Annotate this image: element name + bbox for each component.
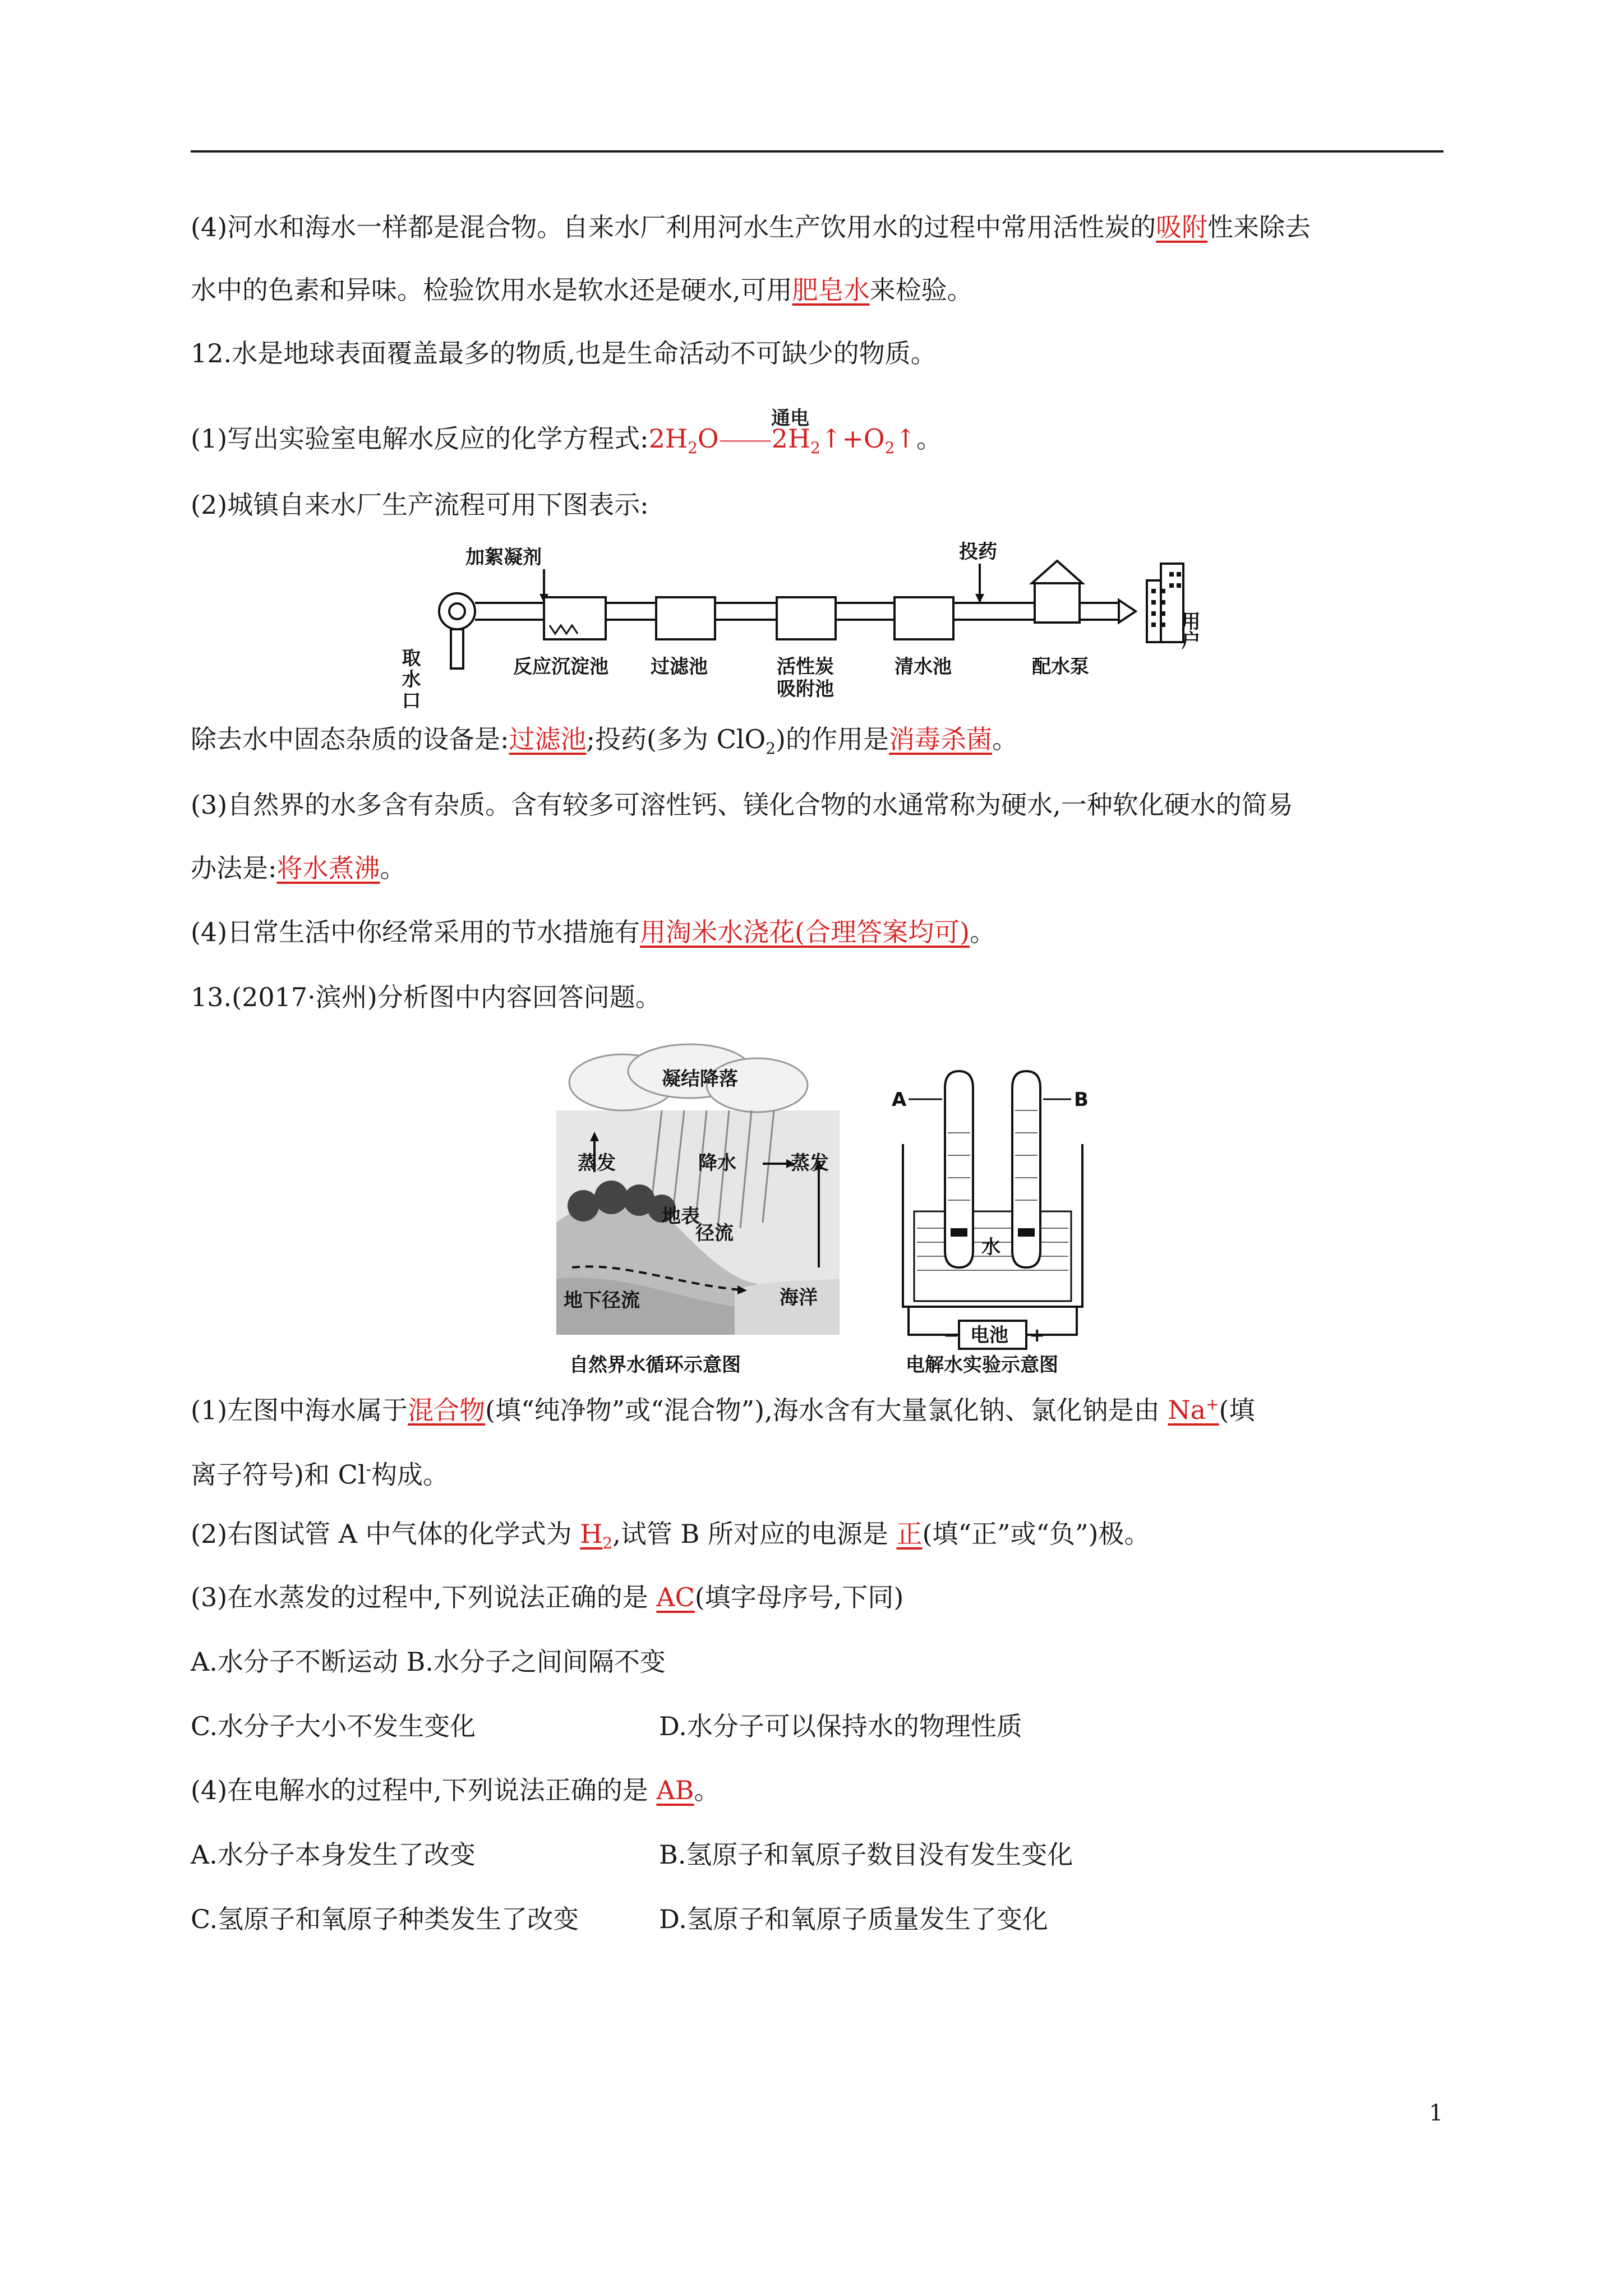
q13-part3-option-d: D.水分子可以保持水的物理性质 bbox=[659, 1711, 1022, 1741]
equation-condition: 通电 bbox=[771, 407, 809, 430]
label-ground: 地下径流 bbox=[564, 1289, 640, 1312]
label-surface-2: 径流 bbox=[695, 1222, 734, 1244]
electrolysis-figure bbox=[892, 1043, 1105, 1380]
label-ocean: 海洋 bbox=[780, 1287, 818, 1309]
answer-disinfect: 消毒杀菌 bbox=[888, 724, 992, 754]
label-clear-tank: 清水池 bbox=[895, 656, 952, 678]
label-carbon-tank-1: 活性炭 bbox=[777, 656, 834, 678]
label-tube-b: B bbox=[1074, 1089, 1089, 1111]
answer-sodium-ion: Na+ bbox=[1168, 1395, 1219, 1426]
q12-part2-answer: 除去水中固态杂质的设备是:过滤池;投药(多为 ClO$_2$)的作用是消毒杀菌。 bbox=[191, 724, 1018, 758]
caption-electrolysis: 电解水实验示意图 bbox=[906, 1354, 1058, 1376]
label-minus: − bbox=[943, 1324, 960, 1347]
label-carbon-tank-2: 吸附池 bbox=[777, 678, 834, 700]
label-pump: 配水泵 bbox=[1032, 656, 1089, 678]
label-intake: 取水口 bbox=[398, 648, 421, 712]
label-water: 水 bbox=[981, 1236, 1000, 1258]
q13-intro: 13.(2017·滨州)分析图中内容回答问题。 bbox=[191, 982, 661, 1012]
q11-part4-line2: 水中的色素和异味。检验饮用水是软水还是硬水,可用肥皂水来检验。 bbox=[191, 275, 973, 305]
label-surface-1: 地表 bbox=[662, 1205, 700, 1228]
answer-boil-water: 将水煮沸 bbox=[276, 853, 380, 883]
answer-ab: AB bbox=[656, 1775, 694, 1805]
label-rain: 降水 bbox=[698, 1152, 736, 1174]
label-filter-tank: 过滤池 bbox=[651, 656, 708, 678]
answer-hydrogen: $H_2$ bbox=[580, 1519, 613, 1553]
answer-mixture: 混合物 bbox=[408, 1395, 486, 1426]
q11-part4-line1: (4)河水和海水一样都是混合物。自来水厂利用河水生产饮用水的过程中常用活性炭的吸附性来除去 bbox=[191, 212, 1311, 242]
label-tube-a: A bbox=[892, 1089, 907, 1111]
q12-part1: (1)写出实验室电解水反应的化学方程式$:2H_2O$ $2H_2↑+O_2↑$。 bbox=[191, 423, 943, 458]
electrolysis-equation: $2H_2O$ $2H_2↑+O_2↑$ bbox=[648, 423, 917, 458]
answer-water-saving: 用淘米水浇花(合理答案均可) bbox=[640, 917, 970, 947]
page-number: 1 bbox=[1429, 2100, 1444, 2126]
caption-water-cycle: 自然界水循环示意图 bbox=[569, 1354, 741, 1376]
answer-ac: AC bbox=[656, 1582, 695, 1612]
q13-part2: (2)右图试管 A 中气体的化学式为 $H_2$,试管 B 所对应的电源是 正(填“正”或“负”)极。 bbox=[191, 1519, 1150, 1553]
q12-part4: (4)日常生活中你经常采用的节水措施有用淘米水浇花(合理答案均可)。 bbox=[191, 917, 996, 947]
water-plant-flow-diagram bbox=[398, 536, 1273, 712]
answer-adsorption: 吸附 bbox=[1156, 212, 1208, 242]
q13-part3-options-ab: A.水分子不断运动 B.水分子之间间隔不变 bbox=[191, 1647, 666, 1677]
label-coagulant: 加絮凝剂 bbox=[465, 546, 542, 569]
q12-part3-line2: 办法是:将水煮沸。 bbox=[191, 853, 406, 883]
label-reaction-tank: 反应沉淀池 bbox=[513, 656, 608, 678]
label-plus: + bbox=[1029, 1324, 1045, 1347]
q13-part4-option-b: B.氢原子和氧原子数目没有发生变化 bbox=[659, 1839, 1073, 1870]
q13-part4: (4)在电解水的过程中,下列说法正确的是 AB。 bbox=[191, 1775, 720, 1805]
answer-filter-tank: 过滤池 bbox=[509, 724, 587, 754]
q13-part4-option-c: C.氢原子和氧原子种类发生了改变 bbox=[191, 1904, 579, 1934]
q13-part3: (3)在水蒸发的过程中,下列说法正确的是 AC(填字母序号,下同) bbox=[191, 1582, 904, 1612]
q13-part4-option-d: D.氢原子和氧原子质量发生了变化 bbox=[659, 1904, 1048, 1934]
answer-positive: 正 bbox=[896, 1519, 923, 1549]
label-dosing: 投药 bbox=[959, 541, 997, 563]
label-evap-left: 蒸发 bbox=[578, 1152, 616, 1174]
label-battery: 电池 bbox=[970, 1324, 1008, 1347]
q13-part4-option-a: A.水分子本身发生了改变 bbox=[191, 1839, 476, 1870]
water-cycle-figure bbox=[555, 1043, 847, 1380]
q13-part1-line1: (1)左图中海水属于混合物(填“纯净物”或“混合物”),海水含有大量氯化钠、氯化钠是由 Na+(填 bbox=[191, 1395, 1255, 1426]
label-condense: 凝结降落 bbox=[662, 1068, 738, 1090]
q12-intro: 12.水是地球表面覆盖最多的物质,也是生命活动不可缺少的物质。 bbox=[191, 338, 937, 368]
q12-part3-line1: (3)自然界的水多含有杂质。含有较多可溶性钙、镁化合物的水通常称为硬水,一种软化硬水的简易 bbox=[191, 790, 1293, 820]
header-rule bbox=[191, 150, 1444, 153]
label-user: 用户 bbox=[1178, 611, 1200, 649]
q13-part3-option-c: C.水分子大小不发生变化 bbox=[191, 1711, 476, 1741]
q12-part2: (2)城镇自来水厂生产流程可用下图表示: bbox=[191, 490, 649, 520]
q13-part1-line2: 离子符号)和 Cl-构成。 bbox=[191, 1459, 449, 1490]
answer-soap-water: 肥皂水 bbox=[792, 275, 870, 305]
label-evap-right: 蒸发 bbox=[791, 1152, 829, 1174]
